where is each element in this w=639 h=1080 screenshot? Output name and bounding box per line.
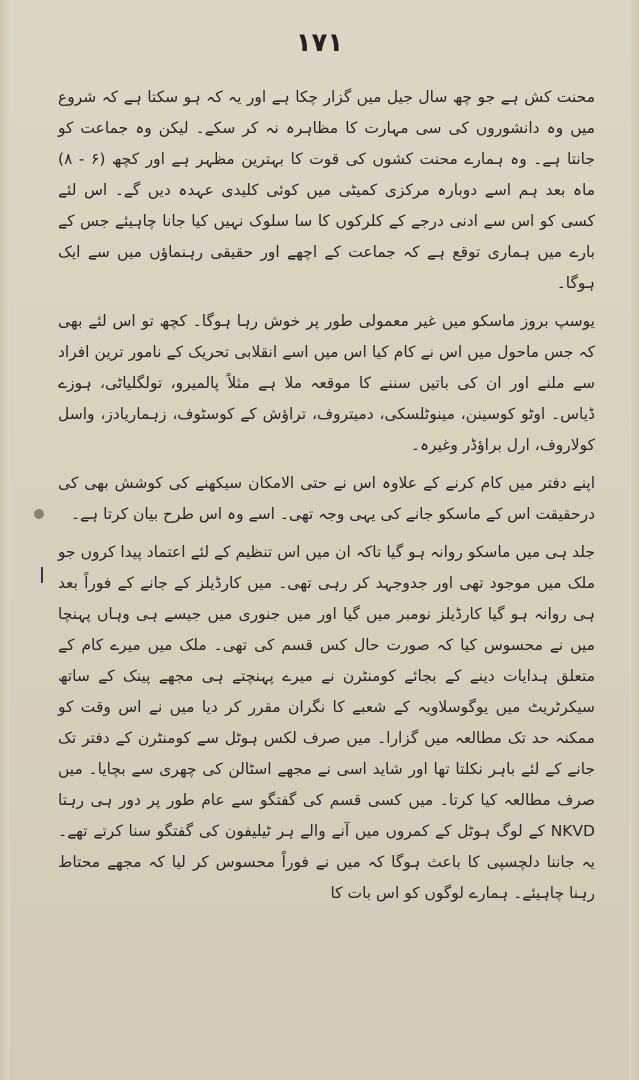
binding-hole-mark [34,509,44,519]
page-body-text [58,82,595,916]
paragraph-2: یوسپ بروز ماسکو میں غیر معمولی طور پر خوش رہا ہوگا۔ کچھ تو اس لئے بھی کہ جس ماحول میں اس نے کام کیا اس میں اسے انقلابی تحریک کے نامور ترین افراد سے ملنے اور ان کی باتیں سننے کا موقعہ ملا ہے مثلاً پالمیرو، تولگلیاٹی، ہوزے ڈیاس۔ اوٹو کوسینن، مینوٹلسکی، دمیتروف، تراؤش کے کوسٹوف، زہماریادز، واسل کولاروف، ارل براؤڈر وغیرہ۔ [58,312,595,454]
margin-pencil-mark [41,567,43,583]
page-left-edge [0,0,10,1080]
paragraph-4: جلد ہی میں ماسکو روانہ ہو گیا تاکہ ان میں اس تنظیم کے لئے اعتماد پیدا کروں جو ملک میں موجود تھی اور جدوجہد کر رہی تھی۔ میں کارڈیلز کے جانے کے فوراً بعد ہی روانہ ہو گیا کارڈیلز نومبر میں گیا اور میں جنوری میں جیسے ہی وہاں پہنچا میں نے محسوس کیا کہ صورت حال کس قسم کی تھی۔ ملک میں میرے کام کے متعلق ہدایات دینے کے بجائے کومنٹرن نے میرے پہنچتے ہی مجھے پینک کے ساتھ سیکرٹریٹ میں یوگوسلاویہ کے شعبے کا نگران مقرر کر دیا میں نے اس وقت کو ممکنہ حد تک مطالعہ میں گزارا۔ میں صرف لکس ہوٹل سے کومنٹرن کے دفتر تک جانے کے لئے باہر نکلتا تھا اور شاید اسی نے مجھے اسٹالن کی چھری سے بچایا۔ میں صرف مطالعہ کیا کرتا۔ میں کسی قسم کی گفتگو سے عام طور پر دور ہی رہتا NKVD کے لوگ ہوٹل کے کمروں میں آنے والے ہر ٹیلیفون کی گفتگو سنا کرتے تھے۔ یہ جاننا دلچسپی کا باعث ہوگا کہ میں نے فوراً محسوس کر لیا کہ مجھے محتاط رہنا چاہیئے۔ ہمارے لوگوں کو اس بات کا [58,543,595,902]
paragraph-3: اپنے دفتر میں کام کرنے کے علاوہ اس نے حتی الامکان سیکھنے کی کوشش بھی کی درحقیقت اس کے ماسکو جانے کی یہی وجہ تھی۔ اسے وہ اس طرح بیان کرتا ہے۔ [58,474,595,523]
page-number: ۱۷۱ [295,28,344,58]
page-right-edge [629,0,639,1080]
paragraph-1: محنت کش ہے جو چھ سال جیل میں گزار چکا ہے اور یہ کہ ہو سکتا ہے کہ شروع میں وہ دانشوروں کی سی مہارت کا مظاہرہ نہ کر سکے۔ لیکن وہ جماعت کو جانتا ہے۔ وہ ہمارے محنت کشوں کی قوت کا بہترین مظہر ہے اور کچھ (۶ - ۸) ماہ بعد ہم اسے دوبارہ مرکزی کمیٹی میں کوئی کلیدی عہدہ دیں گے۔ اس لئے کسی کو اس سے ادنی درجے کے کلرکوں کا سا سلوک نہیں کیا جانا چاہیئے جس کے بارے میں ہماری توقع ہے کہ جماعت کے اچھے اور حقیقی رہنماؤں میں سے ایک ہوگا۔ [58,88,595,292]
